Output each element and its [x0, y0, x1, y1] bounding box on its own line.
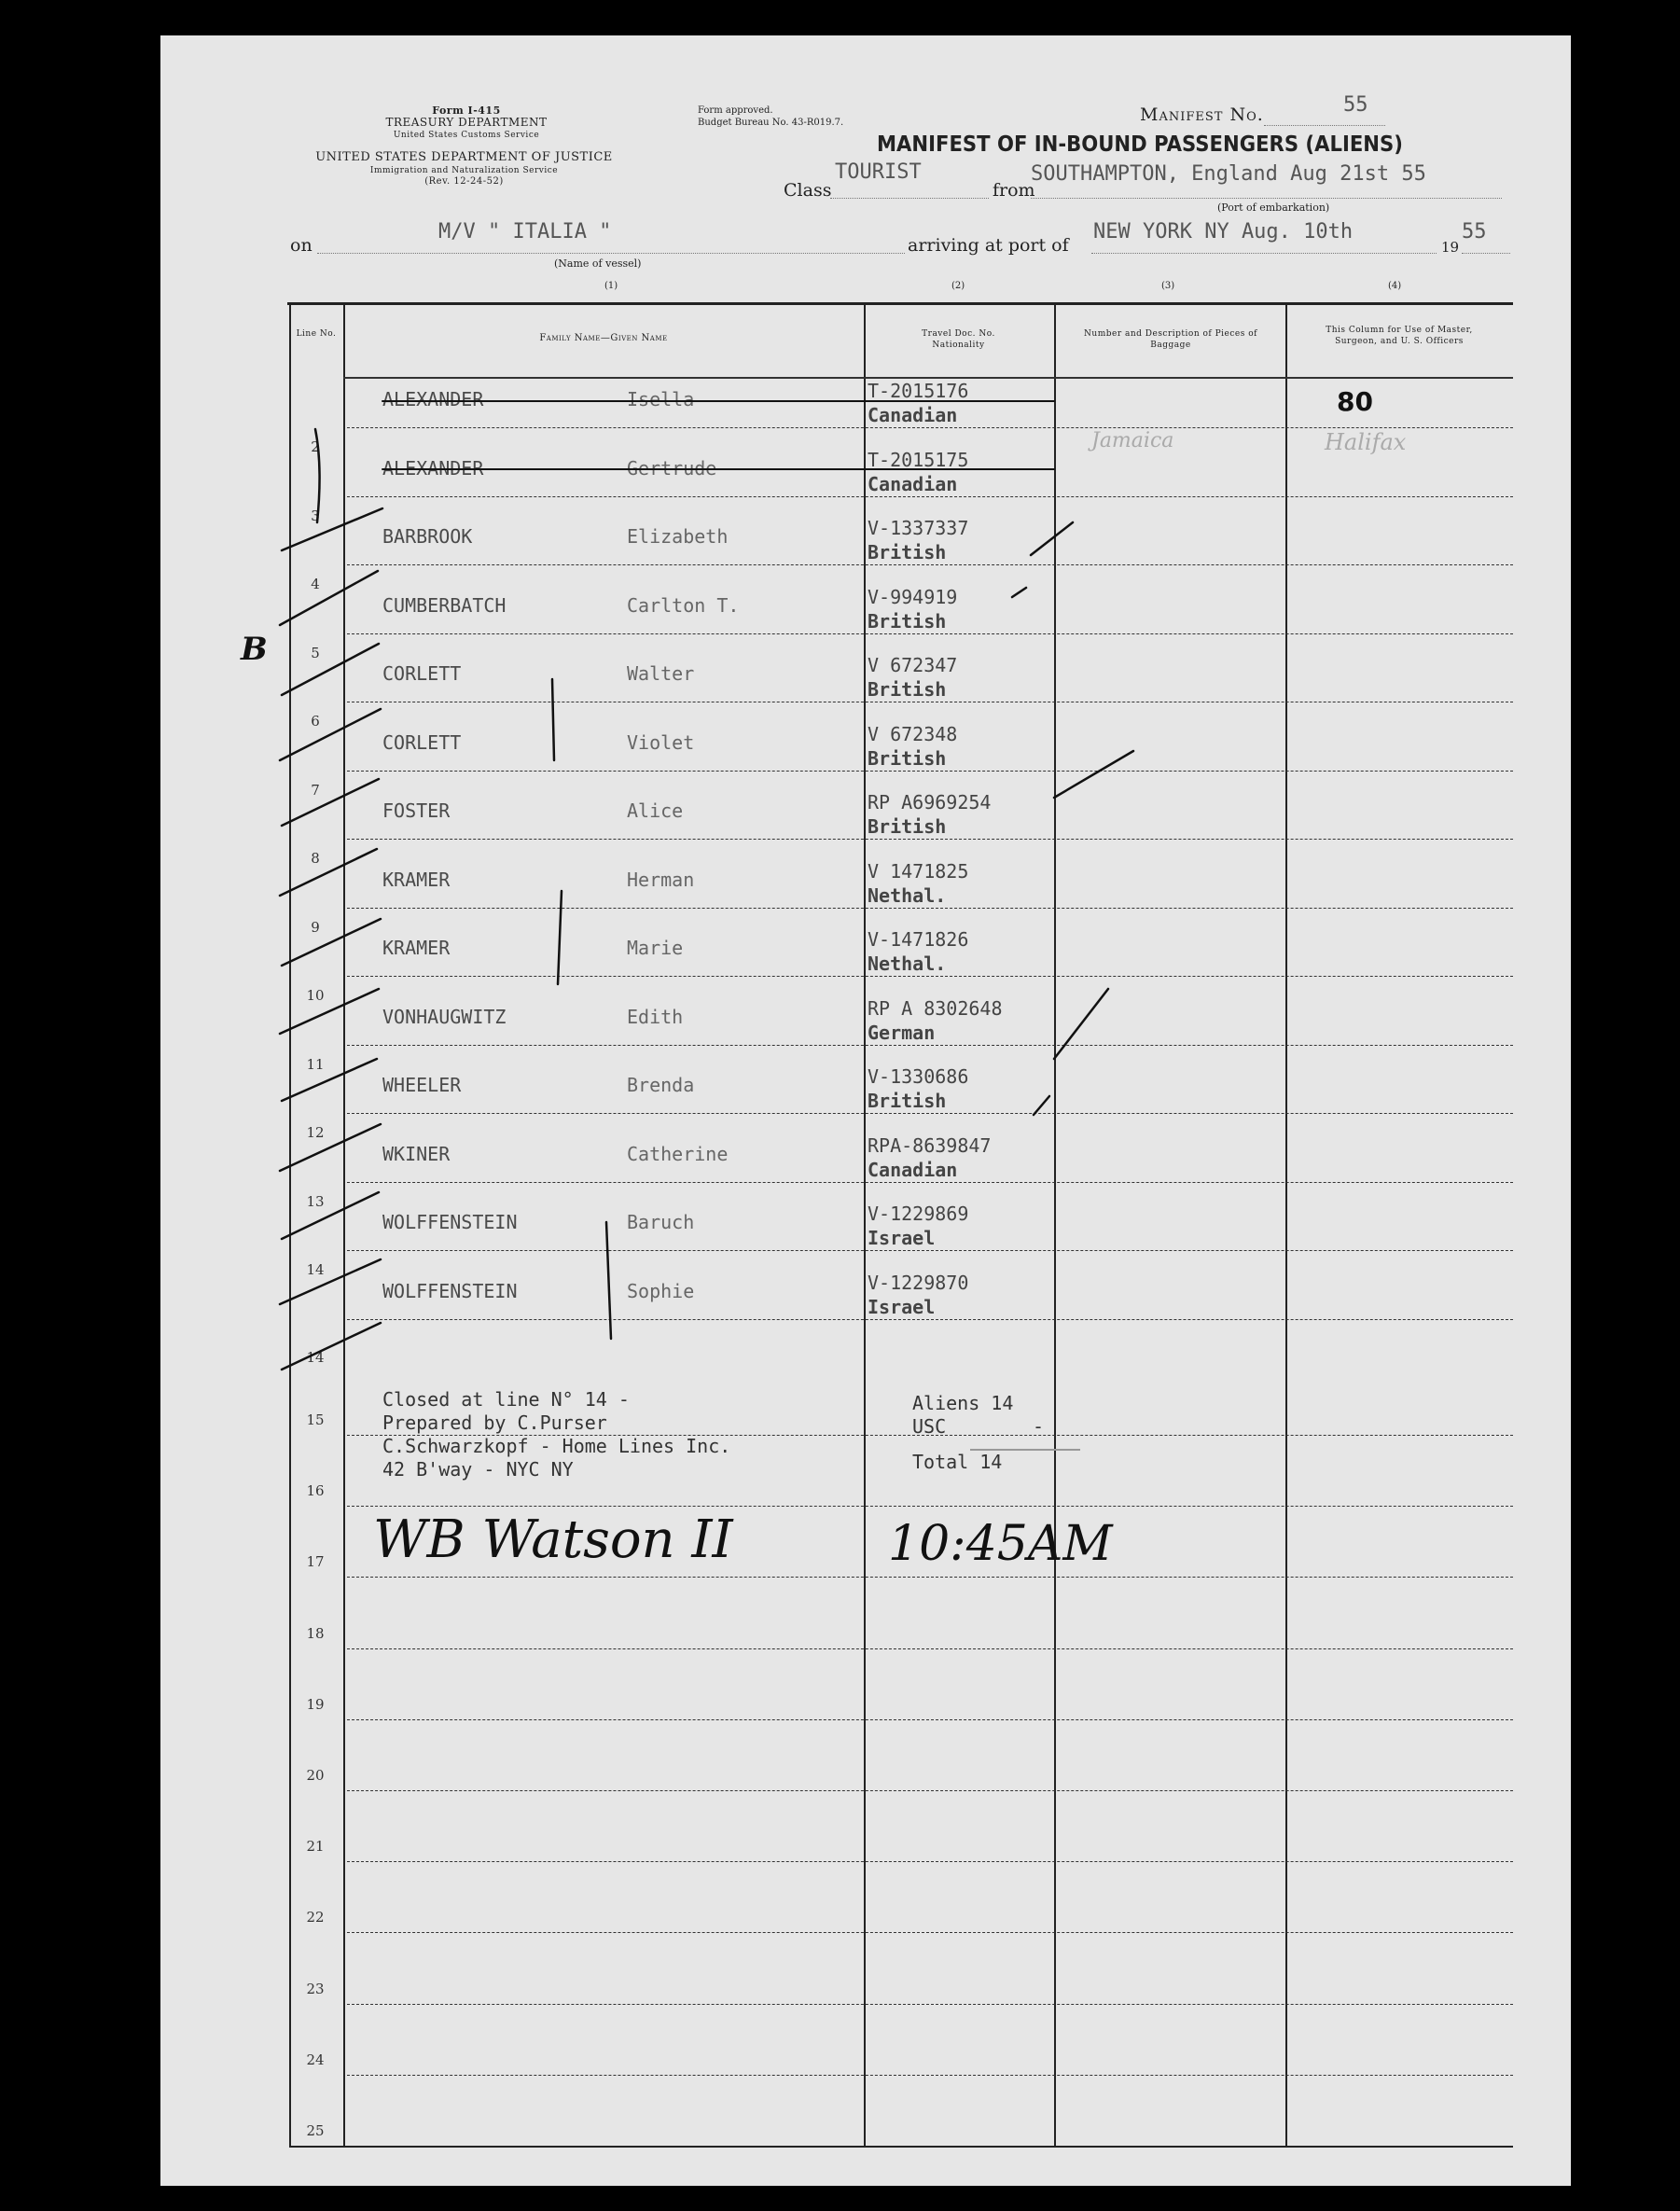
officer-signature: WB Watson II [373, 1509, 733, 1570]
line-number: 6 [311, 713, 320, 730]
line-number: 14 [306, 1261, 325, 1278]
line-number: 16 [306, 1482, 325, 1500]
travel-doc-number: V 1471825 [868, 859, 969, 883]
nationality: Nethal. [868, 953, 947, 975]
line-number: 18 [306, 1624, 325, 1642]
line-number: 25 [306, 2122, 325, 2139]
line-number: 24 [306, 2051, 325, 2068]
passenger-given-name: Walter [627, 662, 695, 685]
check-mark [1034, 1096, 1049, 1115]
check-mark [280, 1259, 381, 1304]
passenger-family-name: CORLETT [382, 662, 462, 685]
nationality: British [868, 815, 947, 838]
check-mark [282, 1059, 377, 1101]
line-number: 20 [306, 1767, 325, 1784]
line-number: 7 [311, 781, 320, 799]
aliens-count: Aliens 14 [912, 1392, 1014, 1414]
passenger-family-name: KRAMER [382, 937, 451, 959]
check-mark [282, 779, 379, 826]
travel-doc-number: V 672348 [868, 722, 958, 745]
nationality: Israel [868, 1227, 936, 1249]
passenger-given-name: Catherine [627, 1142, 729, 1165]
passenger-given-name: Carlton T. [627, 593, 740, 617]
vessel-caption: (Name of vessel) [554, 257, 642, 270]
passenger-given-name: Alice [627, 800, 684, 822]
passenger-family-name: CUMBERBATCH [382, 593, 507, 617]
line-number: 2 [311, 438, 320, 455]
from-label: from [993, 180, 1035, 201]
passenger-given-name: Marie [627, 937, 684, 959]
nationality: Nethal. [868, 883, 947, 907]
header-line-no: Line No. [296, 329, 337, 339]
passenger-given-name: Gertrude [627, 456, 717, 480]
passenger-family-name: WKINER [382, 1142, 451, 1165]
form-approved: Form approved. [698, 105, 773, 116]
nationality: German [868, 1021, 936, 1044]
nationality: British [868, 609, 947, 633]
travel-doc-number: V-1337337 [868, 517, 969, 539]
column-number-1: (1) [604, 281, 618, 291]
passenger-given-name: Elizabeth [627, 525, 729, 548]
usc-value: - [1033, 1415, 1045, 1438]
check-mark [1031, 522, 1073, 555]
embarkation-caption: (Port of embarkation) [1217, 202, 1330, 214]
travel-doc-number: V 672347 [868, 654, 958, 676]
arriving-label: arriving at port of [908, 235, 1069, 256]
department-of-justice: UNITED STATES DEPARTMENT OF JUSTICE [315, 150, 613, 164]
travel-doc-number: T-2015175 [868, 448, 969, 471]
agent-name: C.Schwarzkopf - Home Lines Inc. [382, 1435, 731, 1457]
header-officers: This Column for Use of Master, Surgeon, and U. S. Officers [1326, 326, 1473, 346]
check-mark [280, 849, 377, 896]
check-mark [1054, 751, 1133, 798]
ins-service: Immigration and Naturalization Service [369, 166, 559, 175]
baggage-note: Jamaica [1091, 429, 1174, 452]
officer-number: 80 [1337, 386, 1373, 417]
line-number: 9 [311, 918, 320, 936]
line-number: 11 [306, 1055, 325, 1073]
nationality: Canadian [868, 1158, 958, 1181]
check-mark [282, 1192, 379, 1239]
passenger-family-name: VONHAUGWITZ [382, 1005, 507, 1028]
check-mark [1054, 989, 1108, 1059]
travel-doc-number: V-1229869 [868, 1203, 969, 1225]
passenger-family-name: ALEXANDER [382, 456, 484, 480]
line-number: 10 [306, 987, 325, 1004]
closed-at-line: Closed at line N° 14 - [382, 1388, 630, 1411]
travel-doc-number: RP A6969254 [868, 791, 992, 813]
passenger-given-name: Brenda [627, 1074, 695, 1096]
passenger-family-name: KRAMER [382, 868, 451, 891]
passenger-family-name: FOSTER [382, 800, 451, 822]
class-label: Class [784, 180, 832, 201]
travel-doc-number: V-1330686 [868, 1065, 969, 1088]
signature-time: 10:45AM [888, 1516, 1113, 1572]
line-number: 15 [306, 1411, 325, 1428]
margin-mark: B [241, 631, 268, 668]
passenger-given-name: Baruch [627, 1211, 695, 1233]
line-number: 17 [306, 1553, 325, 1571]
travel-doc-number: T-2015176 [868, 380, 969, 402]
class-value: TOURIST [835, 160, 922, 184]
customs-service: United States Customs Service [393, 131, 540, 140]
line-number: 5 [311, 644, 320, 661]
nationality: British [868, 678, 947, 701]
nationality: British [868, 541, 947, 563]
column-number-4: (4) [1388, 281, 1402, 291]
vessel-name: M/V " ITALIA " [438, 220, 612, 243]
check-mark [280, 1124, 381, 1171]
passenger-family-name: WOLFFENSTEIN [382, 1279, 518, 1302]
check-mark [1012, 588, 1026, 597]
nationality: Canadian [868, 472, 958, 495]
passenger-family-name: WOLFFENSTEIN [382, 1211, 518, 1233]
bracket-mark [315, 429, 320, 522]
column-number-2: (2) [951, 281, 965, 291]
passenger-family-name: WHEELER [382, 1074, 462, 1096]
travel-doc-number: RPA-8639847 [868, 1133, 992, 1157]
form-number: Form I-415 [432, 104, 501, 117]
passenger-given-name: Edith [627, 1005, 684, 1028]
nationality: British [868, 746, 947, 770]
check-mark [282, 1323, 381, 1370]
officer-note: Halifax [1325, 429, 1407, 455]
line-number: 14 [306, 1349, 325, 1366]
check-mark [282, 508, 382, 550]
name-divider-mark [552, 679, 554, 760]
line-number: 13 [306, 1192, 325, 1210]
line-number: 12 [306, 1124, 325, 1141]
header-travel-doc: Travel Doc. No. Nationality [922, 329, 995, 350]
from-value: SOUTHAMPTON, England Aug 21st 55 [1031, 162, 1426, 186]
line-number: 8 [311, 850, 320, 867]
usc-label: USC [912, 1415, 947, 1438]
manifest-number: 55 [1343, 93, 1368, 117]
travel-doc-number: V-1471826 [868, 928, 969, 951]
name-divider-mark [606, 1222, 611, 1339]
line-number: 19 [306, 1695, 325, 1713]
passenger-given-name: Sophie [627, 1279, 695, 1302]
total-count: Total 14 [912, 1451, 1003, 1473]
passenger-family-name: BARBROOK [382, 525, 473, 548]
treasury-department: TREASURY DEPARTMENT [385, 116, 548, 129]
line-number: 23 [306, 1980, 325, 1997]
agent-address: 42 B'way - NYC NY [382, 1458, 574, 1481]
check-mark [280, 989, 379, 1034]
line-number: 22 [306, 1909, 325, 1926]
passenger-family-name: CORLETT [382, 730, 462, 754]
passenger-given-name: Isella [627, 388, 695, 410]
nationality: British [868, 1090, 947, 1112]
nationality: Israel [868, 1295, 936, 1318]
check-mark [280, 709, 381, 760]
column-number-3: (3) [1161, 281, 1175, 291]
year-value: 55 [1462, 220, 1487, 243]
header-baggage: Number and Description of Pieces of Baggage [1084, 329, 1257, 350]
manifest-label: Manifest No. [1140, 104, 1264, 125]
line-number: 21 [306, 1838, 325, 1856]
check-mark [280, 571, 378, 625]
check-mark [282, 919, 381, 966]
nationality: Canadian [868, 404, 958, 426]
passenger-family-name: ALEXANDER [382, 388, 484, 410]
check-mark [282, 644, 379, 695]
name-divider-mark [558, 891, 562, 984]
line-number: 3 [311, 507, 320, 524]
prepared-by: Prepared by C.Purser [382, 1411, 607, 1434]
line-number: 4 [311, 576, 320, 592]
travel-doc-number: RP A 8302648 [868, 996, 1003, 1020]
travel-doc-number: V-994919 [868, 585, 958, 608]
passenger-given-name: Violet [627, 730, 695, 754]
travel-doc-number: V-1229870 [868, 1271, 969, 1294]
revision: (Rev. 12-24-52) [424, 176, 504, 187]
passenger-given-name: Herman [627, 868, 695, 891]
header-family-given: Family Name—Given Name [539, 333, 668, 343]
year-prefix: 19 [1441, 239, 1460, 256]
on-label: on [290, 235, 312, 256]
arrival-value: NEW YORK NY Aug. 10th [1093, 220, 1354, 243]
manifest-title: MANIFEST OF IN-BOUND PASSENGERS (ALIENS) [877, 132, 1403, 157]
budget-bureau: Budget Bureau No. 43-R019.7. [698, 118, 844, 128]
